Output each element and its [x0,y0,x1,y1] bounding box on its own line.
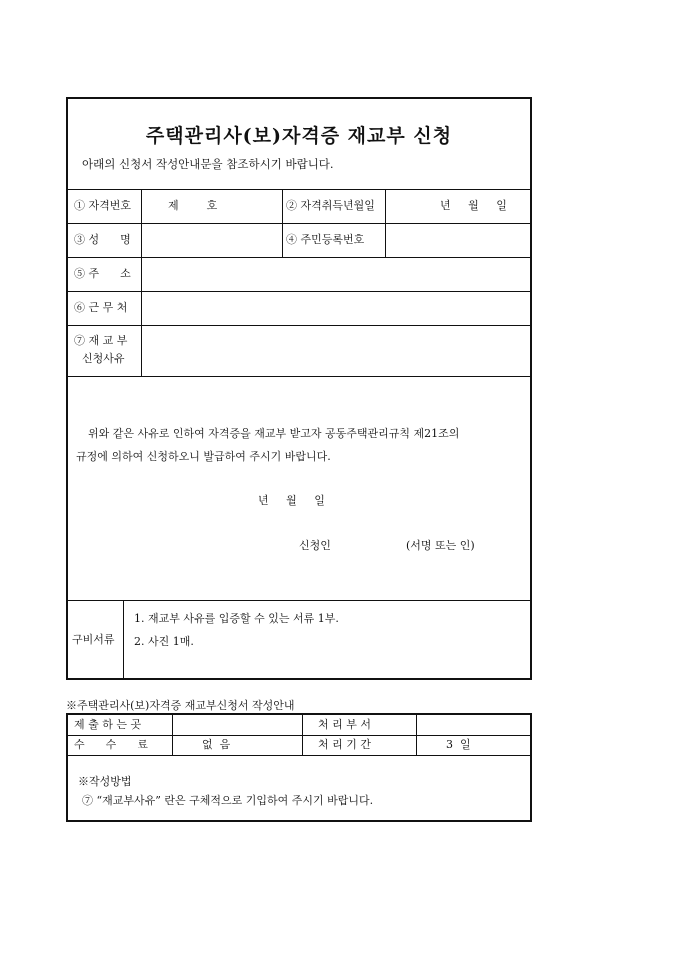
application-date[interactable]: 년 월 일 [258,494,325,507]
period-label: 처 리 기 간 [318,738,371,751]
period-value: 3 일 [446,738,471,751]
guide-table [66,713,532,822]
workplace-field[interactable] [144,294,528,322]
name-label: ③ 성 명 [74,233,131,246]
dept-label: 처 리 부 서 [318,718,371,731]
attachment-item: 2. 사진 1매. [134,635,194,648]
acquired-date-field[interactable]: 년 월 일 [440,199,507,212]
method-item: ⑦ “재교부사유” 란은 구체적으로 기입하여 주시기 바랍니다. [82,794,374,807]
cert-number-label: ① 자격번호 [74,199,132,212]
application-form [66,97,532,680]
reason-label-line1: ⑦ 재 교 부 [74,334,128,347]
workplace-label: ⑥ 근 무 처 [74,301,128,314]
fee-value: 없 음 [202,738,231,751]
attachment-item: 1. 재교부 사유를 입증할 수 있는 서류 1부. [134,612,339,625]
applicant-label: 신청인 [299,539,331,552]
form-title: 주택관리사(보)자격증 재교부 신청 [145,125,453,147]
signature-label: (서명 또는 인) [406,539,475,552]
statement-line2: 규정에 의하여 신청하오니 발급하여 주시기 바랍니다. [76,450,331,463]
method-heading: ※작성방법 [78,775,132,788]
statement-line1: 위와 같은 사유로 인하여 자격증을 재교부 받고자 공동주택관리규칙 제21조의 [88,427,460,440]
reason-label-line2: 신청사유 [82,352,125,365]
resident-id-field[interactable] [388,226,528,254]
name-field[interactable] [144,226,280,254]
submit-to-label: 제 출 하 는 곳 [74,718,142,731]
reason-field[interactable] [144,328,528,373]
address-label: ⑤ 주 소 [74,267,131,280]
address-field[interactable] [144,260,528,288]
form-subtitle: 아래의 신청서 작성안내문을 참조하시기 바랍니다. [82,157,334,171]
fee-label: 수 수 료 [74,738,148,751]
cert-number-field[interactable]: 제 호 [168,199,218,212]
attachments-label: 구비서류 [72,633,115,646]
guide-heading: ※주택관리사(보)자격증 재교부신청서 작성안내 [66,699,295,712]
resident-id-label: ④ 주민등록번호 [286,233,365,246]
acquired-date-label: ② 자격취득년월일 [286,199,375,212]
